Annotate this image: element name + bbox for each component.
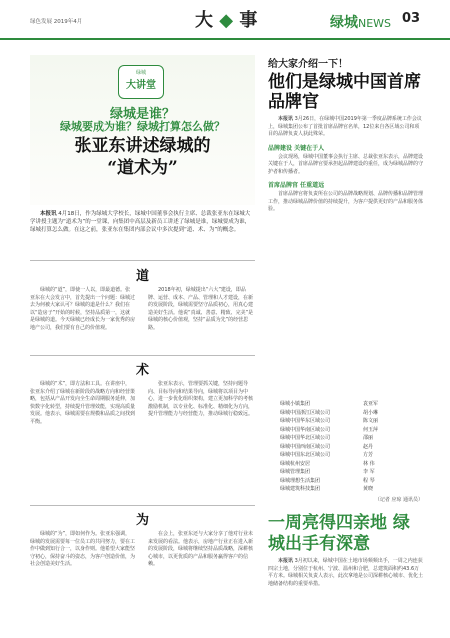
list-item [268,434,423,443]
list-item-person: 林 伟 [363,460,375,467]
list-item-person: 何玉萍 [363,426,379,433]
list-item [268,426,423,435]
land-lead-text: 3月初以来，绿城中国在土地市场频频出手，一周之内连获四宗土地，分别位于杭州、宁波、温州和合肥，总建筑面积约43.6万平方米。绿城相关负责人表示，此次拿地是公司深耕核心城市、优化土地储备结构的重要举措。 [268,558,424,587]
list-item-person: 袁亚军 [363,401,379,407]
brand-officer-lead [268,116,423,139]
list-item-name: 绿城管理集团 [280,469,311,475]
list-item [268,468,423,477]
list-item-name: 绿城建筑科技集团 [280,486,321,492]
list-item-person: 程 琴 [363,477,375,484]
divider [30,355,255,356]
list-item [268,400,423,409]
section-title [195,6,257,32]
right-lead-text: 3月26日，在绿城中国2019年第一季度品牌系统工作会议上，绿城集团公布了首批首席品牌官名单，12位来自各区域公司和项目的品牌负责人获此殊荣。 [268,116,422,137]
section-dao-col1: 绿城的“道”，即使一人以，即最道德。张亚东在大会发言中，首先提出一个问题：绿城过去为何被大家认可？绿城的道是什么？我们在以“造房子”开始的时候，坚持品质第一，这就是绿城的道。今天绿城已经成长为一家优秀的房地产公司，我们要有自己的价值观。 [30,287,136,331]
section-wei-col2: 在会上，张亚东还与大家分享了他对行业未来发展的看法。他表示，房地产行业正在进入新的发展阶段，绿城将继续坚持品质战略，深耕核心城市，以更优质的产品和服务赢得客户的信赖。 [148,531,254,567]
section-shu-col1: 绿城的“术”，即方法和工具。在讲座中，张亚东介绍了绿城在新阶段的战略方向和经营策略，包括从产品开发向全生命周期服务延伸，加快数字化转型，持续提升管理效能，实现高质量发展。他表示，绿城需要在规模和品质之间找到平衡。 [30,381,136,425]
brand-officer-list [268,400,423,503]
land-news-lead [268,558,423,588]
issue-date: 绿色发展 2019年4月 [30,19,83,25]
feature-title-line1: 张亚东讲述绿城的 [74,136,211,156]
question-2: 绿城要成为谁？绿城打算怎么做？ [60,120,225,133]
feature-lead [30,210,255,234]
lead-label: 本报讯 [40,211,57,217]
paragraph-2: 首席品牌官将负责所在公司的品牌战略规划、品牌传播和品牌管理工作，推动绿城品牌价值的持续提升，为客户提供更好的产品和服务体验。 [268,191,424,212]
list-item-name: 绿城杭州安居 [280,460,311,467]
logo-news-text: NEWS [358,17,392,30]
list-item-person: 邵丽 [363,435,374,441]
paragraph-1: 会议现场，绿城中国董事会执行主席、总裁张亚东表示，品牌建设关键在于人，首席品牌官要承担起品牌建设的重任，成为绿城品牌的守护者和传播者。 [268,153,424,175]
list-item [268,451,423,460]
list-item-person: 胡小琳 [363,409,379,416]
lecture-badge [118,65,164,99]
divider [30,260,255,261]
badge-main-text: 大讲堂 [126,80,156,91]
land-news-title: 一周亮得四亲地 绿城出手有深意 [268,513,410,554]
section-dot-icon: ◆ [219,10,234,31]
feature-banner [30,55,255,205]
list-item-name: 绿城中国西南区域公司 [280,443,331,450]
list-item [268,477,423,486]
list-item [268,460,423,469]
divider [30,505,255,506]
list-item-name: 绿城小镇集团 [280,401,311,407]
feature-title [30,135,255,179]
logo-text: 绿城 [330,15,358,31]
feature-title-line2: “道术为” [107,158,178,178]
list-item-name: 绿城中国华南区域公司 [280,426,331,433]
page-number: 03 [402,11,421,26]
list-item [268,409,423,418]
newspaper-logo [330,12,391,32]
list-item-name: 绿城中国华东区域公司 [280,418,331,424]
list-item [268,443,423,452]
land-lead-label: 本报讯 [278,558,294,564]
list-item-person: 方芳 [363,452,374,458]
section-title-a: 大 [195,10,213,31]
section-wei-heading: 为 [135,513,149,528]
page-header [0,0,450,40]
list-caption: （记者 应琼 通讯员） [374,496,423,503]
list-item-person: 李 军 [363,469,375,475]
brand-officer-subtitle: 给大家介绍一下！ [268,59,348,70]
right-column [268,55,423,620]
badge-top-text: 绿城 [135,70,146,76]
list-item-name: 绿城理想生活集团 [280,477,321,484]
list-item [268,485,423,494]
list-item-person: 陈文丽 [363,418,379,424]
list-item-name: 绿城中国东北区域公司 [280,452,331,458]
section-wei-col1: 绿城的“为”，即如何作为。张亚东强调，绿城的发展需要每一位员工的共同努力，要在工作中做到知行合一，以身作则。他希望大家能坚守初心，保持奋斗的姿态，为客户创造价值，为社会创造美好生活。 [30,531,136,567]
feature-article [30,55,255,620]
list-item-name: 绿城中国华北区域公司 [280,435,331,441]
question-1: 绿城是谁？ [109,107,175,122]
list-item-person: 黄晓 [363,486,374,492]
subhead-1: 品牌建设 关键在于人 [268,144,325,152]
brand-officer-title: 他们是绿城中国首席品牌官 [268,72,421,112]
list-item [268,417,423,426]
subhead-2: 首席品牌官 任重道远 [268,182,325,189]
section-dao-col2: 2018年初，绿城提出“六大”建设，即品牌、运营、成本、产品、管理和人才建设，在新的发展阶段，绿城需要坚守品质初心，用真心建造美好生活。他说“真诚、善意、精致、完美”是绿城的核心价值观，坚持“品质为先”的经营思路。 [148,287,254,331]
right-lead-label: 本报讯 [278,116,294,122]
list-item-name: 绿城中国浙江区域公司 [280,409,331,416]
section-title-b: 事 [239,10,258,31]
list-item-person: 赵丹 [363,443,374,450]
section-shu-col2: 张亚东表示，管理要抓关键，坚持问题导向、目标导向和结果导向，绿城将以项目为中心，进一步优化组织架构，建立更加科学的考核激励机制，以专业化、标准化、精细化为方向，提升管理能力与经营能力，推动绿城行稳致远。 [148,381,254,417]
lead-text: 4月18日，作为绿城大学校长，绿城中国董事会执行主席、总裁张亚东在绿城大学讲授主题为“道术为”的一堂课，向集团中高层及新员工讲述了绿城是谁，绿城要成为谁，绿城打算怎么做。在这之前，张亚东在集团内部会议中多次提到“道、术、为”的概念。 [30,211,251,233]
section-dao-heading: 道 [135,269,149,284]
section-shu-heading: 术 [135,363,149,378]
